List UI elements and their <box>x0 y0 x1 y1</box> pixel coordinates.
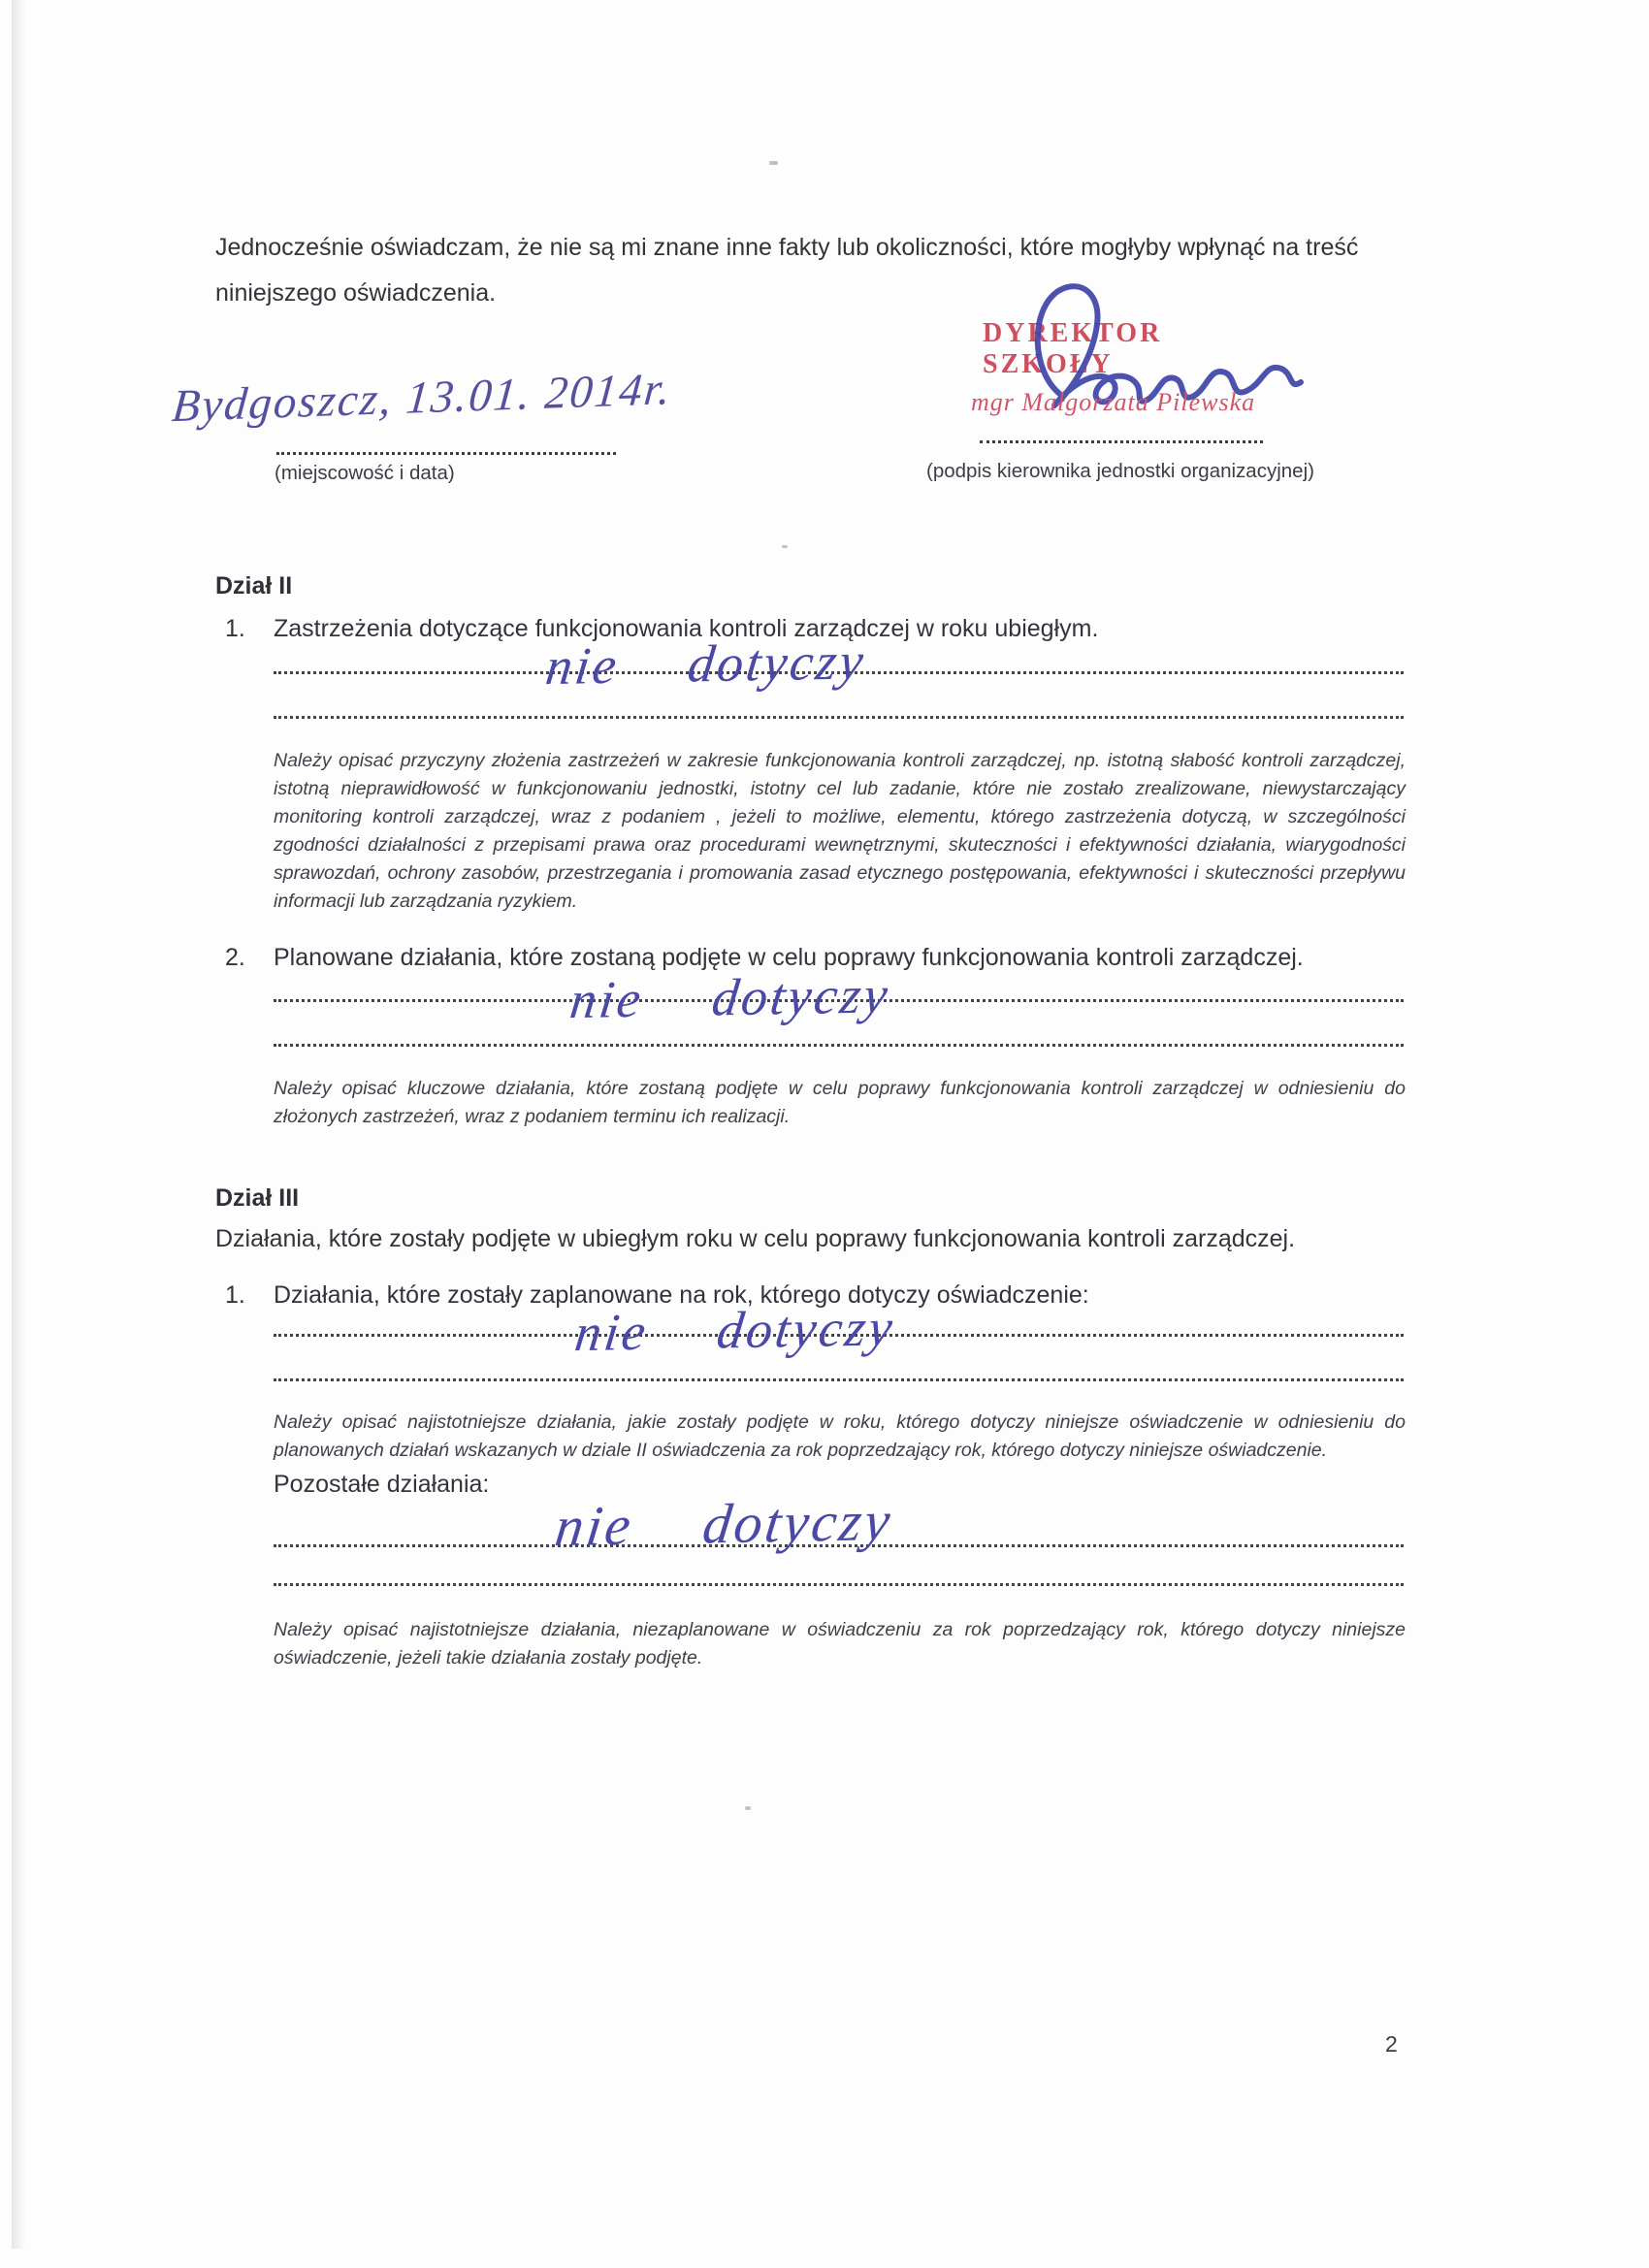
section3-heading: Dział III <box>215 1184 300 1212</box>
handwritten-answer: nie dotyczy <box>542 632 870 697</box>
dotted-answer-line <box>274 1378 1404 1381</box>
place-date-caption: (miejscowość i data) <box>275 462 455 484</box>
section3-other-actions-instruction: Należy opisać najistotniejsze działania, niezaplanowane w oświadczeniu za rok poprzedzający rok, którego dotyczy niniejsze oświadczenie, jeżeli takie działania zostały podjęte. <box>274 1619 1406 1669</box>
dotted-answer-line <box>274 716 1404 719</box>
dotted-answer-line <box>274 1044 1404 1047</box>
section3-item1-text: Działania, które zostały zaplanowane na rok, którego dotyczy oświadczenie: <box>274 1281 1089 1309</box>
place-date-dotted-line <box>276 452 616 455</box>
scan-speck <box>782 545 788 548</box>
section2-item2-instruction: Należy opisać kluczowe działania, które zostaną podjęte w celu poprawy funkcjonowania kontroli zarządczej w odniesieniu do złożonych zastrzeżeń, wraz z podaniem terminu ich realizacji. <box>274 1078 1406 1127</box>
section3-subheading: Pozostałe działania: <box>274 1471 490 1498</box>
page-number: 2 <box>1385 2031 1398 2057</box>
section3-item1-number: 1. <box>225 1281 245 1309</box>
section2-item1-text: Zastrzeżenia dotyczące funkcjonowania kontroli zarządczej w roku ubiegłym. <box>274 615 1099 642</box>
signature-dotted-line <box>980 440 1263 443</box>
section3-intro: Działania, które zostały podjęte w ubiegłym roku w celu poprawy funkcjonowania kontroli zarządczej. <box>215 1225 1296 1252</box>
section2-heading: Dział II <box>215 572 293 599</box>
scan-speck <box>769 161 778 165</box>
scan-edge-artifact <box>12 0 25 2249</box>
intro-paragraph: Jednocześnie oświadczam, że nie są mi znane inne fakty lub okoliczności, które mogłyby wpłynąć na treść niniejszego oświadczenia. <box>215 234 1359 307</box>
stamp-title: DYREKTOR SZKOŁY <box>983 318 1163 379</box>
section2-item2-number: 2. <box>225 944 245 971</box>
signature-caption: (podpis kierownika jednostki organizacyjnej) <box>926 460 1314 482</box>
section2-item1-instruction: Należy opisać przyczyny złożenia zastrzeżeń w zakresie funkcjonowania kontroli zarządczej, np. istotną słabość kontroli zarządczej, istotną nieprawidłowość w funkcjonowaniu jednostki, istotny cel lub zadanie, które nie zostało zrealizowane, niewystarczający monitoring kontroli zarządczej, wraz z podaniem , jeżeli to możliwe, elementu, którego zastrzeżenia dotyczą, w szczególności zgodności działalności z przepisami prawa oraz procedurami wewnętrznymi, skuteczności i efektywności działania, wiarygodności sprawozdań, ochrony zasobów, przestrzegania i promowania zasad etycznego postępowania, efektywności i skuteczności przepływu informacji lub zarządzania ryzykiem. <box>274 750 1406 912</box>
dotted-answer-line <box>274 1583 1404 1586</box>
section2-item2-text: Planowane działania, które zostaną podjęte w celu poprawy funkcjonowania kontroli zarządczej. <box>274 944 1304 971</box>
handwritten-answer: nie dotyczy <box>571 1298 899 1363</box>
scan-speck <box>745 1806 751 1810</box>
handwritten-answer: nie dotyczy <box>551 1488 897 1559</box>
section2-item1-number: 1. <box>225 615 245 642</box>
handwritten-place-date: Bydgoszcz, 13.01. 2014r. <box>170 364 674 433</box>
stamp-name: mgr Małgorzata Pilewska <box>971 388 1256 416</box>
section3-item1-instruction: Należy opisać najistotniejsze działania, jakie zostały podjęte w roku, którego dotyczy niniejsze oświadczenie w odniesieniu do planowanych działań wskazanych w dziale II oświadczenia za rok poprzedzający rok, którego dotyczy niniejsze oświadczenie. <box>274 1411 1406 1461</box>
handwritten-answer: nie dotyczy <box>566 965 894 1030</box>
